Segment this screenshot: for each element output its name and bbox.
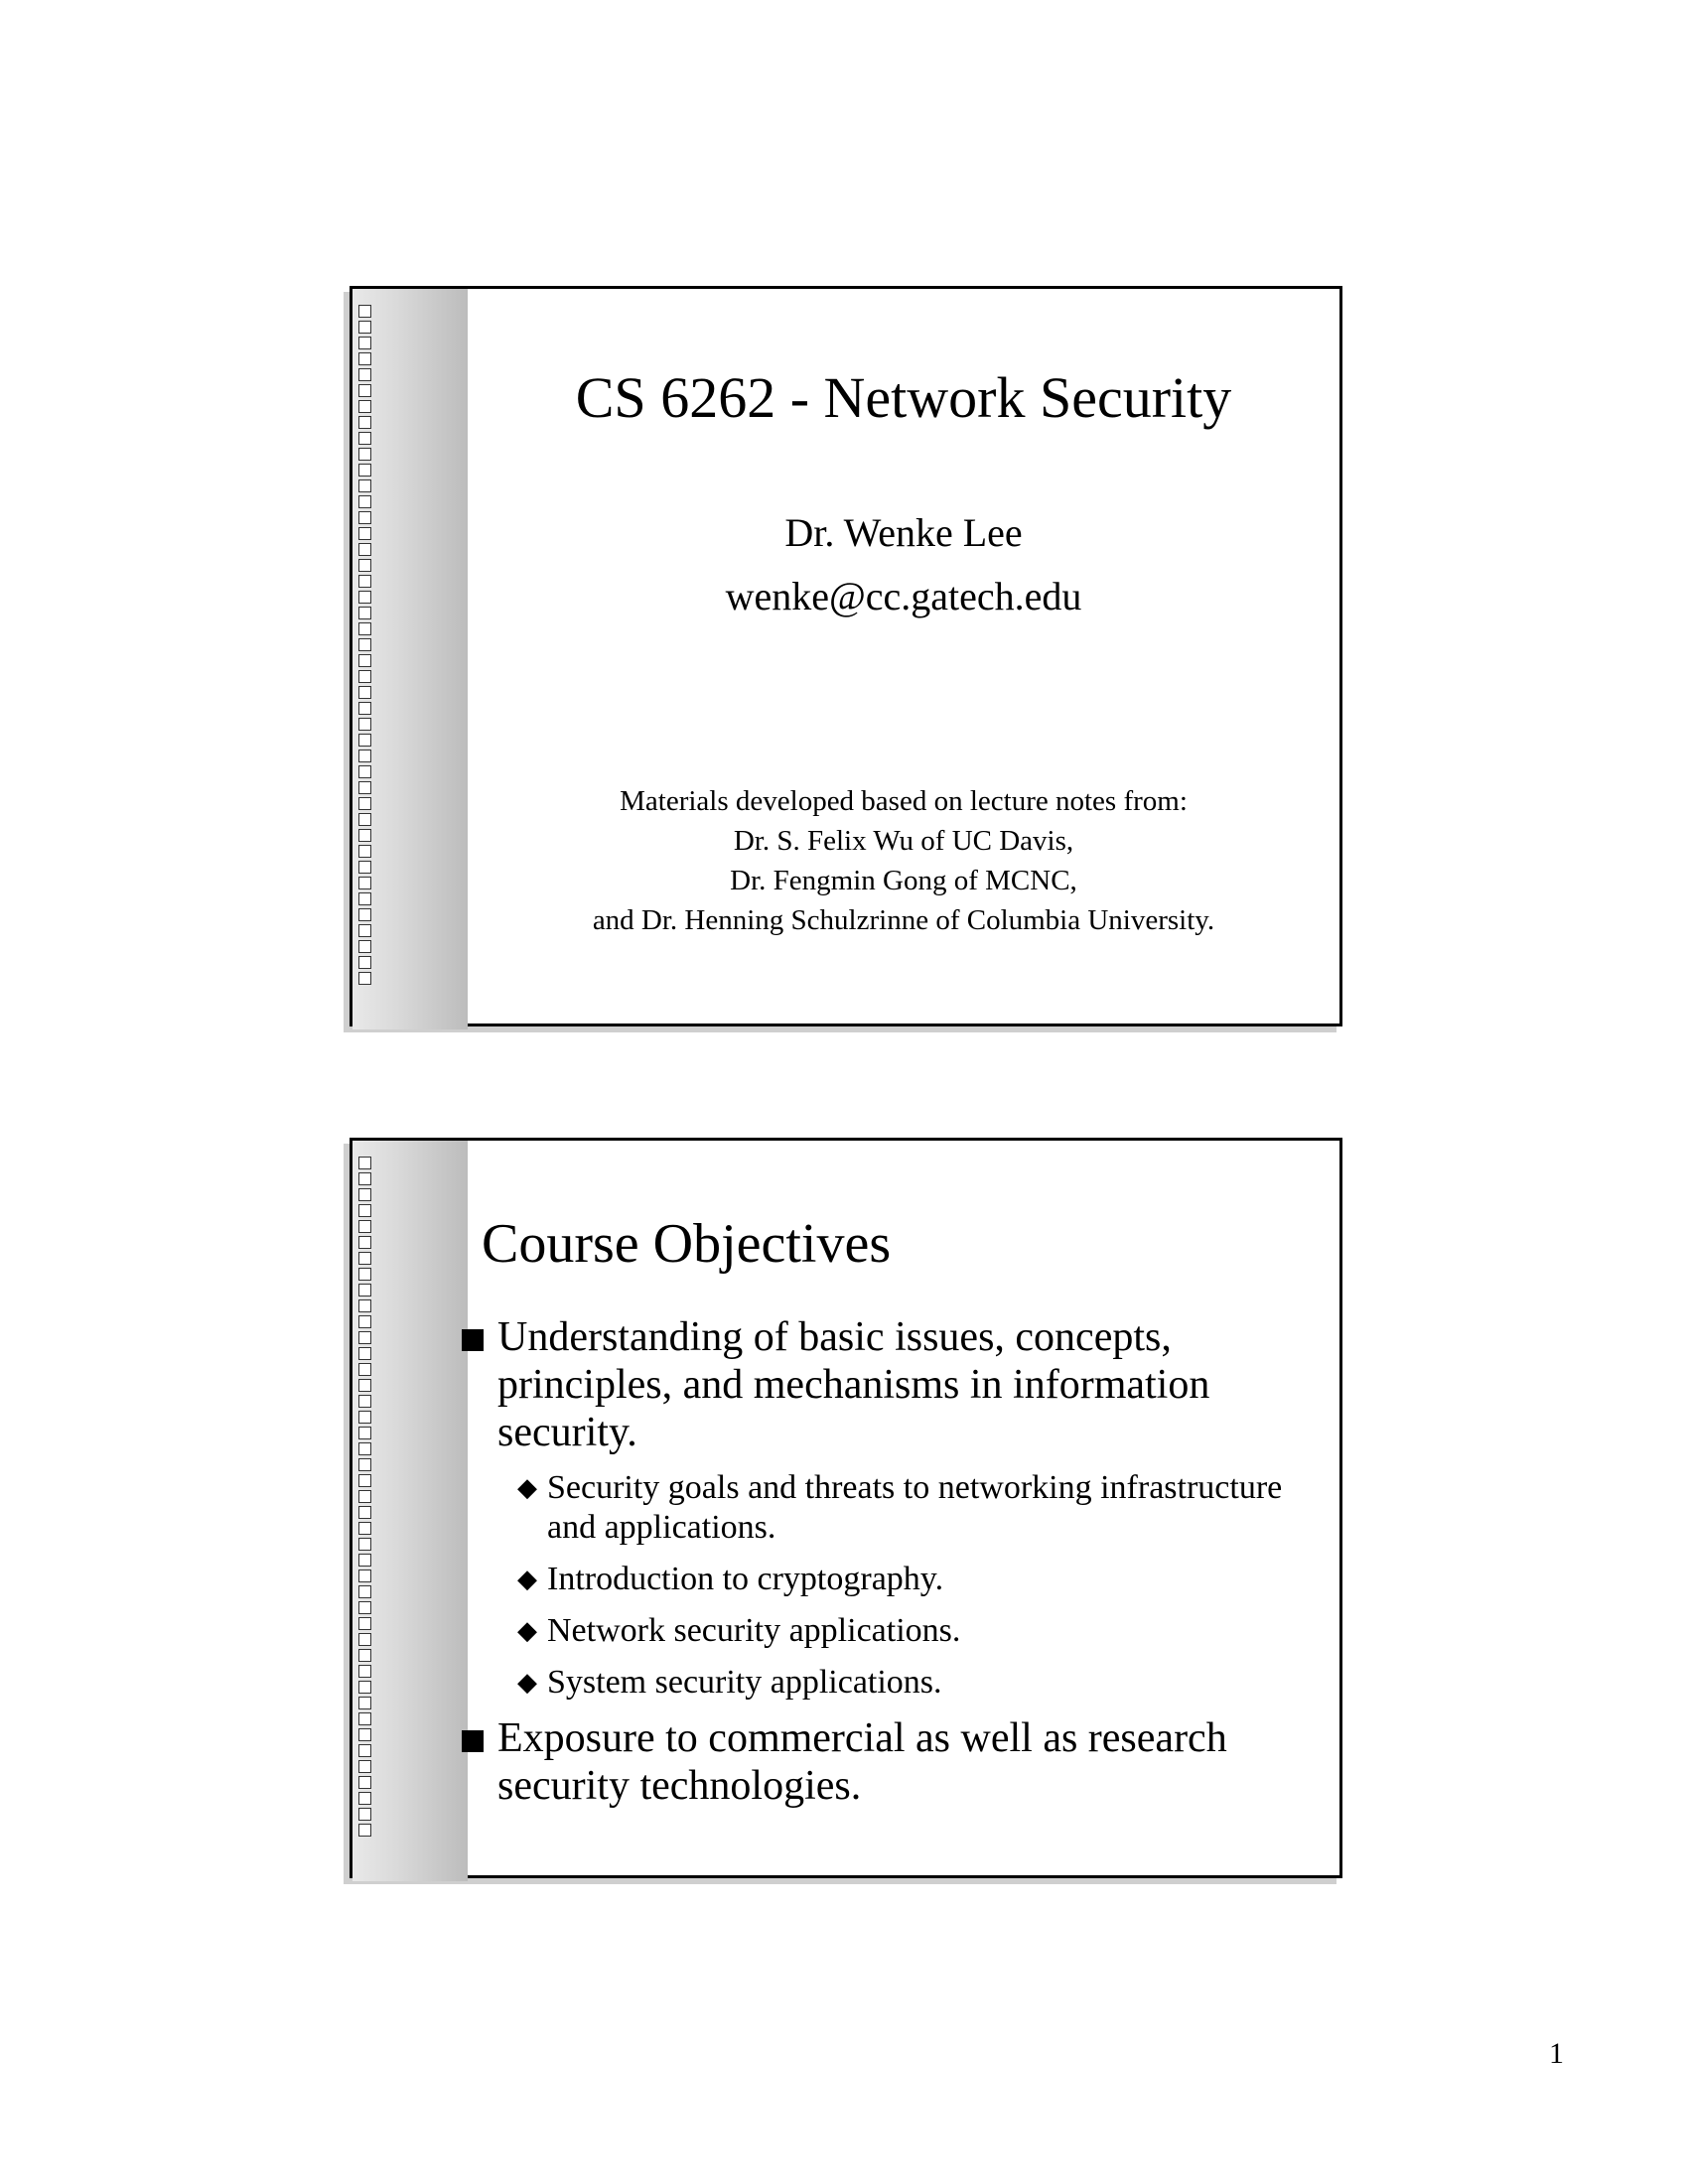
square-decoration: [358, 1681, 371, 1694]
slide-title-text: Course Objectives: [482, 1213, 892, 1275]
credits: [468, 781, 1339, 940]
square-decoration: [358, 924, 371, 937]
diamond-bullet-icon: ◆: [517, 1668, 537, 1697]
square-decoration: [358, 845, 371, 858]
square-decoration: [358, 1697, 371, 1709]
credits-line: Dr. S. Felix Wu of UC Davis,: [733, 825, 1074, 857]
square-decoration: [358, 479, 371, 492]
diamond-bullet-icon: ◆: [517, 1616, 537, 1645]
square-decoration: [358, 575, 371, 588]
square-decoration: [358, 543, 371, 556]
credits-line: Dr. Fengmin Gong of MCNC,: [730, 865, 1077, 896]
square-decoration: [358, 956, 371, 969]
square-decoration: [358, 416, 371, 429]
square-decoration: [358, 702, 371, 715]
square-decoration: [358, 781, 371, 794]
square-decoration: [358, 892, 371, 905]
square-decoration: [358, 1363, 371, 1376]
square-decoration: [358, 861, 371, 874]
slide-course-objectives: [350, 1138, 1342, 1878]
square-decoration: [358, 1379, 371, 1392]
square-decoration: [358, 1284, 371, 1297]
square-decoration: [358, 1458, 371, 1471]
square-decoration: [358, 1220, 371, 1233]
square-column: [358, 1157, 376, 1840]
square-decoration: [358, 1744, 371, 1757]
square-decoration: [358, 622, 371, 635]
square-decoration: [358, 511, 371, 524]
square-decoration: [358, 1792, 371, 1805]
square-decoration: [358, 448, 371, 461]
square-decoration: [358, 1585, 371, 1598]
square-decoration: [358, 1728, 371, 1741]
sub-bullet-item: [497, 1468, 1300, 1548]
bullet-list: [462, 1313, 1300, 1822]
square-decoration: [358, 1601, 371, 1614]
sub-bullet-item: [497, 1663, 1300, 1703]
square-decoration: [358, 797, 371, 810]
square-decoration: [358, 908, 371, 921]
diamond-bullet-icon: ◆: [517, 1473, 537, 1502]
square-decoration: [358, 305, 371, 318]
square-decoration: [358, 1522, 371, 1535]
square-decoration: [358, 670, 371, 683]
square-decoration: [358, 495, 371, 508]
author-name: Dr. Wenke Lee: [784, 510, 1023, 555]
square-decoration: [358, 829, 371, 842]
sub-bullet-text: Introduction to cryptography.: [547, 1561, 944, 1597]
square-decoration: [358, 940, 371, 953]
slide-decoration-strip: [352, 289, 468, 1029]
bullet-text: Exposure to commercial as well as research security technologies.: [497, 1715, 1227, 1809]
square-decoration: [358, 686, 371, 699]
square-decoration: [358, 368, 371, 381]
square-decoration: [358, 877, 371, 889]
square-decoration: [358, 384, 371, 397]
square-decoration: [358, 1236, 371, 1249]
sub-bullet-text: Network security applications.: [547, 1612, 961, 1649]
author-email: wenke@cc.gatech.edu: [725, 574, 1082, 618]
credits-line: and Dr. Henning Schulzrinne of Columbia University.: [592, 904, 1215, 936]
square-decoration: [358, 1617, 371, 1630]
square-decoration: [358, 321, 371, 334]
square-decoration: [358, 1554, 371, 1567]
square-decoration: [358, 1633, 371, 1646]
square-decoration: [358, 1824, 371, 1837]
square-decoration: [358, 464, 371, 477]
page-number: 1: [1549, 2037, 1564, 2070]
square-decoration: [358, 1204, 371, 1217]
square-decoration: [358, 400, 371, 413]
sub-bullet-item: [497, 1611, 1300, 1651]
square-decoration: [358, 1315, 371, 1328]
square-decoration: [358, 1474, 371, 1487]
square-decoration: [358, 591, 371, 604]
square-decoration: [358, 638, 371, 651]
square-decoration: [358, 718, 371, 731]
square-decoration: [358, 1188, 371, 1201]
square-decoration: [358, 1490, 371, 1503]
square-decoration: [358, 1347, 371, 1360]
square-decoration: [358, 352, 371, 365]
square-bullet-icon: [462, 1329, 484, 1351]
square-decoration: [358, 654, 371, 667]
credits-line: Materials developed based on lecture notes from:: [620, 785, 1188, 817]
square-decoration: [358, 1712, 371, 1725]
square-decoration: [358, 1268, 371, 1281]
square-decoration: [358, 1649, 371, 1662]
square-decoration: [358, 1506, 371, 1519]
sub-bullet-item: [497, 1560, 1300, 1599]
square-decoration: [358, 607, 371, 619]
square-decoration: [358, 813, 371, 826]
square-decoration: [358, 1252, 371, 1265]
sub-bullet-text: System security applications.: [547, 1664, 942, 1701]
square-decoration: [358, 1395, 371, 1408]
square-column: [358, 305, 376, 988]
bullet-text: Understanding of basic issues, concepts, principles, and mechanisms in information security.: [497, 1314, 1210, 1455]
square-decoration: [358, 1331, 371, 1344]
square-decoration: [358, 1665, 371, 1678]
sub-bullet-text: Security goals and threats to networking infrastructure and applications.: [547, 1469, 1283, 1546]
square-decoration: [358, 1157, 371, 1169]
square-decoration: [358, 1427, 371, 1439]
square-decoration: [358, 972, 371, 985]
slide-title: [350, 286, 1342, 1026]
square-decoration: [358, 1442, 371, 1455]
square-decoration: [358, 1299, 371, 1312]
square-decoration: [358, 1776, 371, 1789]
square-decoration: [358, 1411, 371, 1424]
square-decoration: [358, 337, 371, 349]
slide-title-text: CS 6262 - Network Security: [575, 365, 1232, 430]
diamond-bullet-icon: ◆: [517, 1565, 537, 1593]
square-decoration: [358, 734, 371, 747]
slide-decoration-strip: [352, 1141, 468, 1881]
square-decoration: [358, 1808, 371, 1821]
bullet-item: [462, 1313, 1300, 1456]
square-decoration: [358, 765, 371, 778]
bullet-item: [462, 1714, 1300, 1810]
square-decoration: [358, 1760, 371, 1773]
square-decoration: [358, 432, 371, 445]
square-decoration: [358, 559, 371, 572]
square-decoration: [358, 1570, 371, 1582]
square-decoration: [358, 750, 371, 762]
square-decoration: [358, 527, 371, 540]
square-bullet-icon: [462, 1730, 484, 1752]
square-decoration: [358, 1538, 371, 1551]
square-decoration: [358, 1172, 371, 1185]
